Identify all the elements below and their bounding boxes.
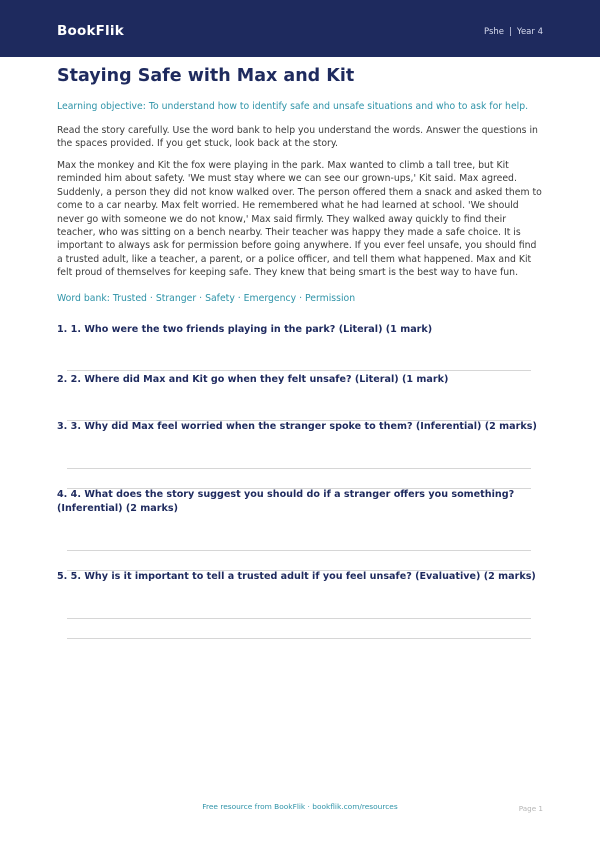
header-meta: [484, 27, 543, 37]
footer-link[interactable]: Free resource from BookFlik · bookflik.com/resources: [202, 802, 398, 811]
year-label: Year 4: [516, 27, 543, 37]
answer-line[interactable]: [67, 468, 531, 469]
question-3: 3. 3. Why did Max feel worried when the stranger spoke to them? (Inferential) (2 marks): [57, 421, 537, 432]
question-5: 5. 5. Why is it important to tell a trusted adult if you feel unsafe? (Evaluative) (2 marks): [57, 571, 536, 582]
page-title: Staying Safe with Max and Kit: [57, 66, 355, 86]
question-4: 4. 4. What does the story suggest you should do if a stranger offers you something? (Inferential) (2 marks): [57, 489, 515, 514]
instructions: Read the story carefully. Use the word bank to help you understand the words. Answer the questions in the spaces provided. If you get stuck, look back at the story.: [57, 125, 538, 150]
brand-logo-text[interactable]: BookFlik: [57, 23, 124, 39]
meta-separator: |: [509, 27, 512, 37]
page-number: Page 1: [518, 804, 543, 813]
question-1: 1. 1. Who were the two friends playing in the park? (Literal) (1 mark): [57, 324, 433, 335]
learning-objective: Learning objective: To understand how to identify safe and unsafe situations and who to ask for help.: [57, 101, 529, 112]
subject-label: Pshe: [483, 27, 505, 37]
page-header: [0, 0, 600, 57]
word-bank: Word bank: Trusted · Stranger · Safety · Emergency · Permission: [57, 293, 356, 304]
answer-line[interactable]: [67, 550, 531, 551]
question-2: 2. 2. Where did Max and Kit go when they felt unsafe? (Literal) (1 mark): [57, 374, 449, 385]
answer-line[interactable]: [67, 618, 531, 619]
answer-line[interactable]: [67, 370, 531, 371]
answer-line[interactable]: [67, 638, 531, 639]
story-text: Max the monkey and Kit the fox were playing in the park. Max wanted to climb a tall tree, but Kit reminded him about safety. 'We must stay where we can see our grown-ups,' Kit said. Max agreed. Suddenly, a person they did not know walked over. The person offered them a snack and asked them to come to a car nearby. Max felt worried. He remembered what he had learned at school. 'We should never go with someone we do not know,' Max said firmly. They walked away quickly to find their teacher, who was sitting on a bench nearby. Their teacher was happy they made a safe choice. It is important to always ask for permission before going anywhere. If you ever feel unsafe, you should find a trusted adult, like a teacher, a parent, or a police officer, and tell them what happened. Max and Kit felt proud of themselves for keeping safe. They knew that being smart is the best way to have fun.: [57, 160, 542, 279]
